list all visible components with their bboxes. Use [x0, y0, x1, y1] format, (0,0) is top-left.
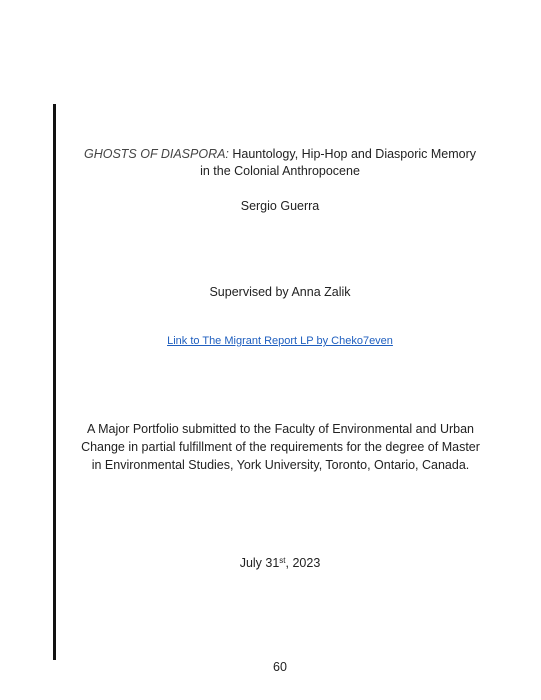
link-container [60, 333, 500, 350]
author-name: Sergio Guerra [240, 199, 320, 213]
date-ordinal-suffix: st [279, 556, 286, 565]
date-prefix: July 31 [239, 556, 280, 570]
migrant-report-link[interactable]: Link to The Migrant Report LP by Cheko7even [167, 335, 393, 347]
submission-date [60, 555, 500, 572]
date-year: , 2023 [285, 556, 321, 570]
page-number: 60 [273, 660, 287, 674]
title-italic-part: GHOSTS OF DIASPORA: [83, 147, 229, 161]
document-title [60, 146, 500, 180]
title-line-1-rest: Hauntology, Hip-Hop and Diasporic Memory [228, 147, 477, 161]
submission-statement: A Major Portfolio submitted to the Faculty of Environmental and Urban Change in partial fulfillment of the requirements for the degree of Master in Environmental Studies, York University, Toronto, Ontario, Canada. [81, 422, 480, 472]
supervisor-line: Supervised by Anna Zalik [209, 285, 351, 299]
margin-rule [53, 104, 56, 660]
title-line-2: in the Colonial Anthropocene [200, 164, 360, 178]
